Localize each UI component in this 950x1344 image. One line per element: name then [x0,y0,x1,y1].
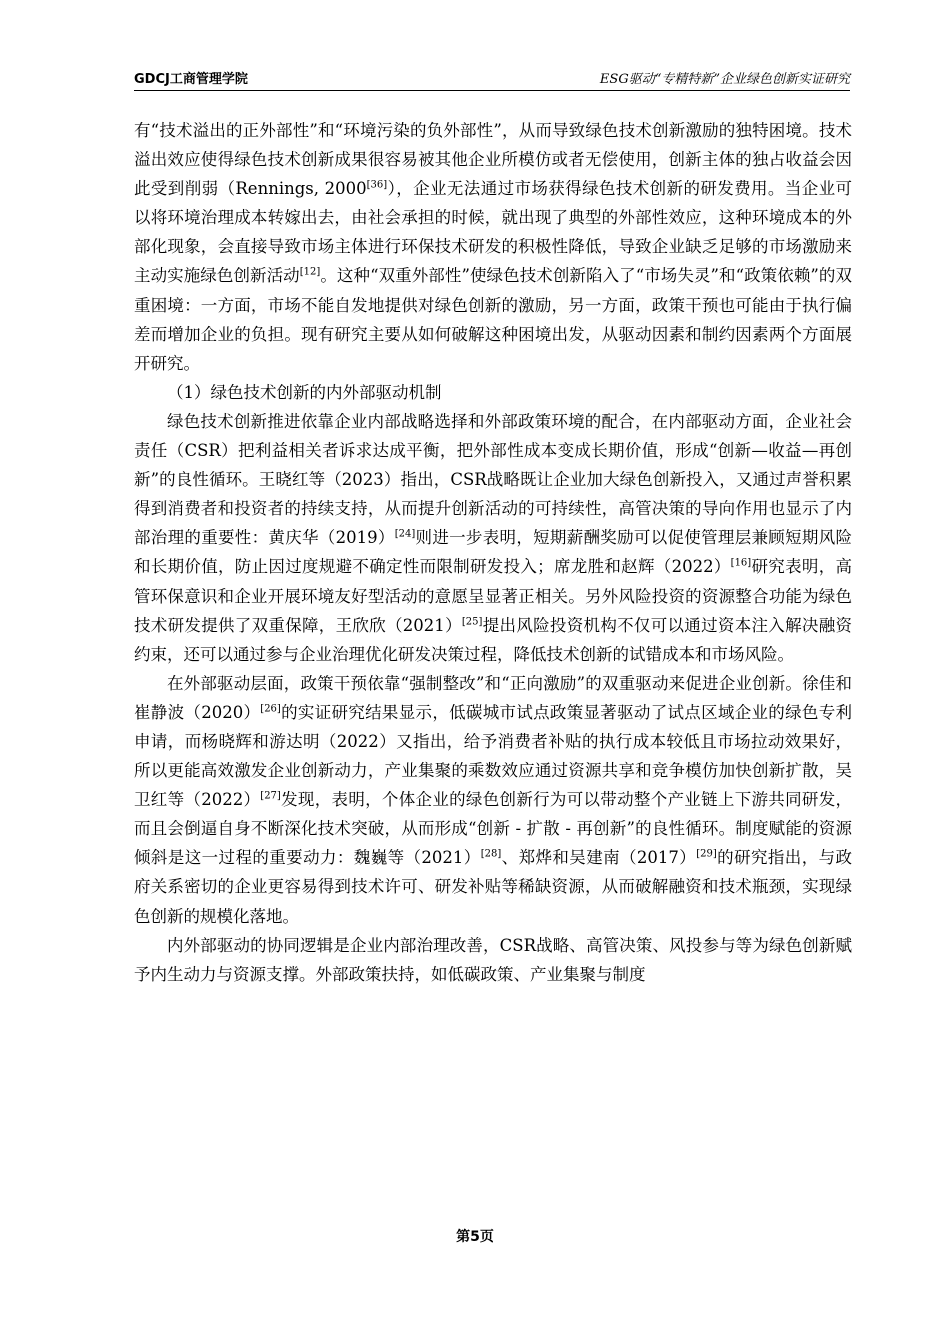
text-run: 、郑烨和吴建南（2017） [501,848,697,868]
text-run: （1）绿色技术创新的内外部驱动机制 [167,382,442,402]
citation-ref: [16] [730,557,752,569]
text-run: 内外部驱动的协同逻辑是企业内部治理改善，CSR战略、高管决策、风投参与等为绿色创新赋予内生动力与资源支撑。外部政策扶持，如低碳政策、产业集聚与制度 [134,935,852,984]
paragraph [134,116,852,378]
citation-ref: [25] [461,616,483,628]
paragraph [134,378,852,407]
paragraph [134,669,852,931]
citation-ref: [27] [260,790,281,802]
text-run: 有“技术溢出的正外部性”和“环境污染的负外部性”，从而导致绿色技术创新激励的独特困境。技术溢出效应使得绿色技术创新成果很容易被其他企业所模仿或者无偿使用，创新主体的独占收益会因此受到削弱（Rennings, 2000 [134,121,852,199]
paragraph [134,407,852,669]
citation-ref: [26] [260,703,281,715]
text-run: 发现，表明，个体企业的绿色创新行为可以带动整个产业链上下游共同研发，而且会倒逼自身不断深化技术突破，从而形成“创新 - 扩散 - 再创新”的良性循环。制度赋能的资源倾斜是这一过程的重要动力：魏巍等（2021） [134,790,853,868]
citation-ref: [24] [394,528,416,540]
text-run: 在外部驱动层面，政策干预依靠“强制整改”和“正向激励”的双重驱动来促进企业创新。徐佳和崔静波（2020） [134,673,852,722]
page-number: 第5页 [456,1229,494,1245]
text-run: ），企业无法通过市场获得绿色技术创新的研发费用。当企业可以将环境治理成本转嫁出去，由社会承担的时候，就出现了典型的外部性效应，这种环境成本的外部化现象，会直接导致市场主体进行环保技术研发的积极性降低，导致企业缺乏足够的市场激励来主动实施绿色创新活动 [134,179,853,286]
citation-ref: [28] [480,848,502,860]
header-paper-title: ESG驱动“专精特新”企业绿色创新实证研究 [599,72,850,87]
text-run: 的实证研究结果显示，低碳城市试点政策显著驱动了试点区域企业的绿色专利申请，而杨晓辉和游达明（2022）又指出，给予消费者补贴的执行成本较低且市场拉动效果好，所以更能高效激发企业创新动力，产业集聚的乘数效应通过资源共享和竞争模仿加快创新扩散，吴卫红等（2022） [134,702,853,810]
page-header [134,66,850,91]
text-run: 的研究指出，与政府关系密切的企业更容易得到技术许可、研发补贴等稀缺资源，从而破解融资和技术瓶颈，实现绿色创新的规模化落地。 [134,848,852,926]
citation-ref: [12] [299,266,321,278]
body-text [134,116,852,989]
text-run: 绿色技术创新推进依靠企业内部战略选择和外部政策环境的配合，在内部驱动方面，企业社会责任（CSR）把利益相关者诉求达成平衡，把外部性成本变成长期价值，形成“创新—收益—再创新”的良性循环。王晓红等（2023）指出，CSR战略既让企业加大绿色创新投入，又通过声誉积累得到消费者和投资者的持续支持，从而提升创新活动的可持续性，高管决策的导向作用也显示了内部治理的重要性：黄庆华（2019） [134,411,852,548]
text-run: 提出风险投资机构不仅可以通过资本注入解决融资约束，还可以通过参与企业治理优化研发决策过程，降低技术创新的试错成本和市场风险。 [134,615,853,664]
header-institution: GDCJ工商管理学院 [134,72,248,87]
text-run: 。这种“双重外部性”使绿色技术创新陷入了“市场失灵”和“政策依赖”的双重困境：一方面，市场不能自发地提供对绿色创新的激励，另一方面，政策干预也可能由于执行偏差而增加企业的负担。现有研究主要从如何破解这种困境出发，从驱动因素和制约因素两个方面展开研究。 [134,266,852,373]
text-run: 研究表明，高管环保意识和企业开展环境友好型活动的意愿呈显著正相关。另外风险投资的资源整合功能为绿色技术研发提供了双重保障，王欣欣（2021） [134,557,852,635]
citation-ref: [36] [366,179,388,191]
citation-ref: [29] [696,848,717,860]
text-run: 则进一步表明，短期薪酬奖励可以促使管理层兼顾短期风险和长期价值，防止因过度规避不确定性而限制研发投入；席龙胜和赵辉（2022） [134,528,852,577]
paragraph [134,931,852,989]
